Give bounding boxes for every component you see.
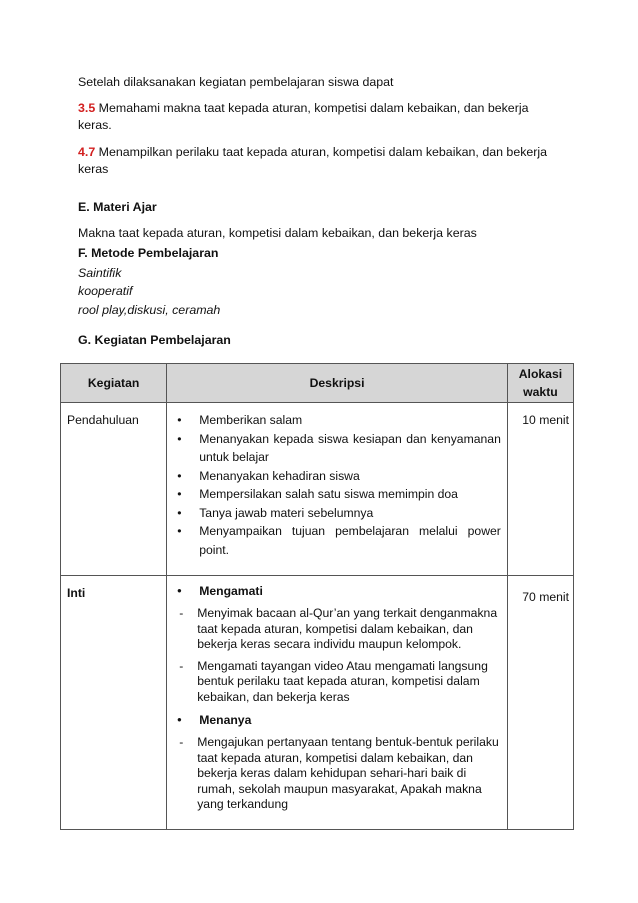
- list-item: - Mengajukan pertanyaan tentang bentuk-bentuk perilaku taat kepada aturan, kompetisi dalam kebaikan, dan bekerja keras dalam kehidupan sehari-hari baik di rumah, sekolah maupun masyarakat, Apakah makna yang terkandung: [179, 735, 499, 811]
- list-item: • Menanyakan kehadiran siswa: [177, 468, 360, 483]
- metode-heading: F. Metode Pembelajaran: [78, 246, 219, 260]
- cell-kegiatan: Pendahuluan: [61, 403, 167, 576]
- cell-alokasi: 10 menit: [507, 403, 573, 576]
- intro-text: Setelah dilaksanakan kegiatan pembelajaran siswa dapat: [78, 75, 394, 89]
- list-item: - Mengamati tayangan video Atau mengamati langsung bentuk perilaku taat kepada aturan, kompetisi dalam kebaikan, dan bekerja keras: [179, 658, 488, 704]
- list-item: - Menyimak bacaan al-Qur’an yang terkait denganmakna taat kepada aturan, kompetisi dalam kebaikan, dan bekerja keras secara individu maupun kelompok.: [179, 606, 498, 651]
- list-item: • Menanyakan kepada siswa kesiapan dan kenyamanan untuk belajar: [177, 431, 501, 464]
- objective-4-7: [78, 144, 548, 178]
- column-header-kegiatan: Kegiatan: [61, 364, 167, 403]
- objective-3-5: [78, 100, 548, 134]
- objective-number: 3.5: [78, 101, 96, 115]
- list-item: • Memberikan salam: [177, 413, 303, 427]
- kegiatan-table: [60, 363, 574, 830]
- cell-deskripsi: [167, 576, 508, 830]
- table-row-pendahuluan: [61, 403, 574, 576]
- list-item: • Menyampaikan tujuan pembelajaran melalui power point.: [177, 524, 501, 557]
- materi-text: Makna taat kepada aturan, kompetisi dalam kebaikan, dan bekerja keras: [78, 226, 477, 240]
- column-header-deskripsi: Deskripsi: [167, 364, 508, 403]
- table-header-row: [61, 364, 574, 403]
- metode-item: Saintifik: [78, 266, 122, 280]
- table-row-inti: [61, 576, 574, 830]
- column-header-alokasi: Alokasi waktu: [507, 364, 573, 403]
- bullet-list: [175, 411, 501, 559]
- objective-number: 4.7: [78, 145, 96, 159]
- cell-deskripsi: [167, 403, 508, 576]
- materi-heading: E. Materi Ajar: [78, 200, 157, 214]
- metode-item: rool play,diskusi, ceramah: [78, 303, 221, 317]
- objective-text: Memahami makna taat kepada aturan, kompetisi dalam kebaikan, dan bekerja keras.: [78, 101, 529, 132]
- kegiatan-heading: G. Kegiatan Pembelajaran: [78, 333, 231, 347]
- objective-text: Menampilkan perilaku taat kepada aturan, kompetisi dalam kebaikan, dan bekerja keras: [78, 145, 548, 176]
- cell-alokasi: 70 menit: [507, 576, 573, 830]
- subheading-mengamati: • Mengamati: [177, 584, 263, 598]
- subheading-menanya: • Menanya: [177, 713, 252, 727]
- cell-kegiatan: Inti: [61, 576, 167, 830]
- list-item: • Mempersilakan salah satu siswa memimpin doa: [177, 487, 458, 501]
- list-item: • Tanya jawab materi sebelumnya: [177, 505, 374, 520]
- metode-item: kooperatif: [78, 284, 133, 298]
